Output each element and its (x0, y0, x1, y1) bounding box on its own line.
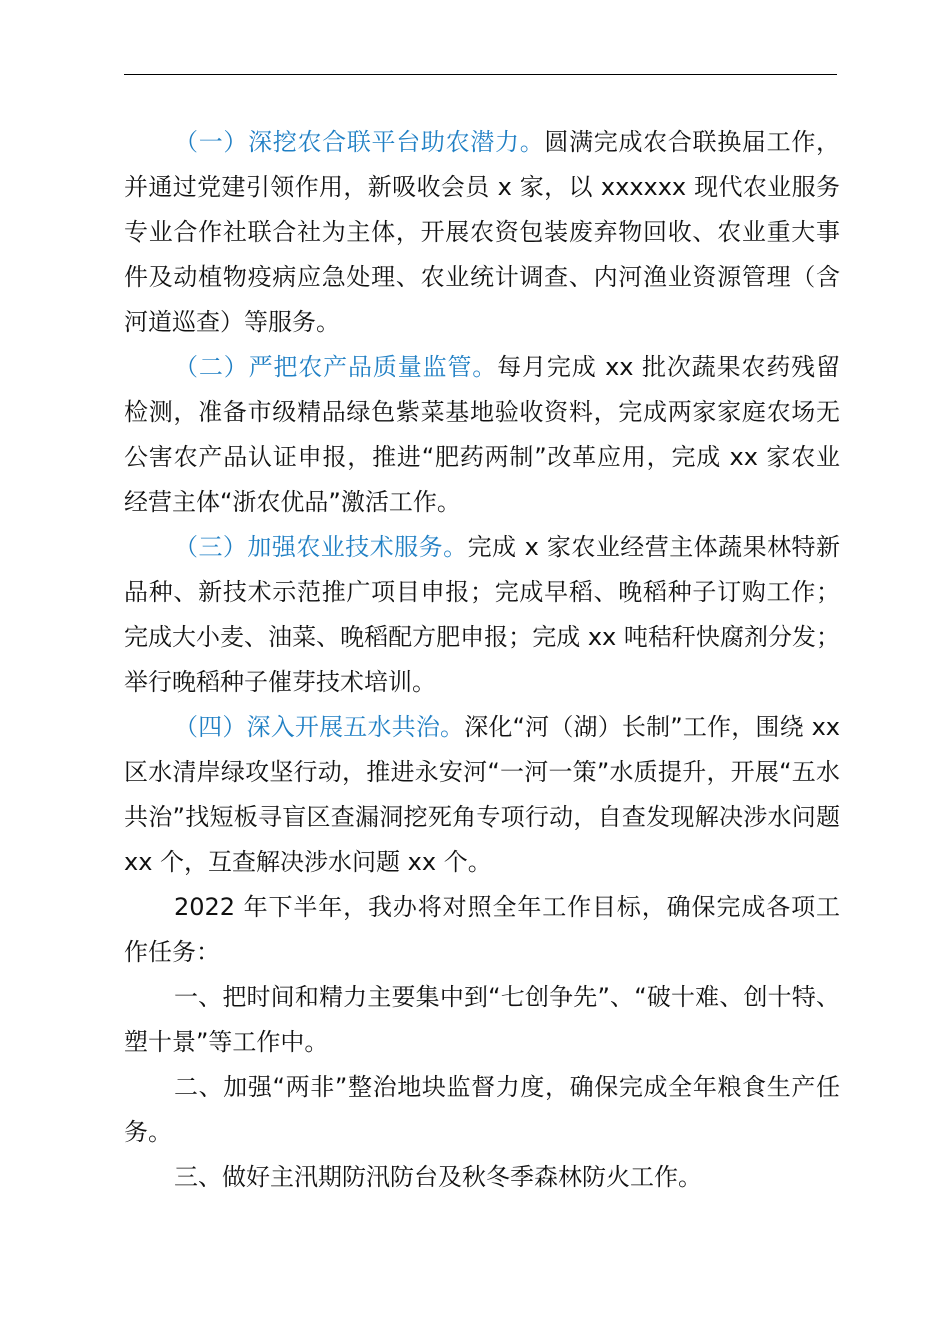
plan-item-2: 二、加强“两非”整治地块监督力度，确保完成全年粮食生产任务。 (124, 1073, 840, 1146)
section-paragraph-4 (124, 705, 840, 885)
section-paragraph-1 (124, 120, 840, 345)
section-paragraph-3 (124, 525, 840, 705)
section-body-3: 完成 x 家农业经营主体蔬果林特新品种、新技术示范推广项目申报；完成早稻、晚稻种子订购工作；完成大小麦、油菜、晚稻配方肥申报；完成 xx 吨秸秆快腐剂分发；举行晚稻种子催芽技术培训。 (124, 533, 840, 696)
section-body-2: 每月完成 xx 批次蔬果农药残留检测，准备市级精品绿色紫菜基地验收资料，完成两家家庭农场无公害农产品认证申报，推进“肥药两制”改革应用，完成 xx 家农业经营主体“浙农优品”激活工作。 (124, 353, 840, 516)
section-paragraph-2 (124, 345, 840, 525)
section-heading-3: （三）加强农业技术服务。 (174, 533, 468, 561)
section-body-4: 深化“河（湖）长制”工作，围绕 xx 区水清岸绿攻坚行动，推进永安河“一河一策”水质提升，开展“五水共治”找短板寻盲区查漏洞挖死角专项行动，自查发现解决涉水问题 xx 个，互查解决涉水问题 xx 个。 (124, 713, 840, 876)
section-heading-2: （二）严把农产品质量监管。 (174, 353, 498, 381)
section-heading-1: （一）深挖农合联平台助农潜力。 (174, 128, 545, 156)
header-rule (124, 74, 837, 75)
section-heading-4: （四）深入开展五水共治。 (174, 713, 465, 741)
plan-item-1: 一、把时间和精力主要集中到“七创争先”、“破十难、创十特、塑十景”等工作中。 (124, 983, 840, 1056)
section-body-1: 圆满完成农合联换届工作，并通过党建引领作用，新吸收会员 x 家，以 xxxxxx 现代农业服务专业合作社联合社为主体，开展农资包装废弃物回收、农业重大事件及动植物疫病应急处理、农业统计调查、内河渔业资源管理（含河道巡查）等服务。 (124, 128, 841, 336)
plan-item-3: 三、做好主汛期防汛防台及秋冬季森林防火工作。 (174, 1163, 702, 1191)
document-body (124, 120, 840, 1200)
plan-intro: 2022 年下半年，我办将对照全年工作目标，确保完成各项工作任务： (124, 893, 840, 966)
